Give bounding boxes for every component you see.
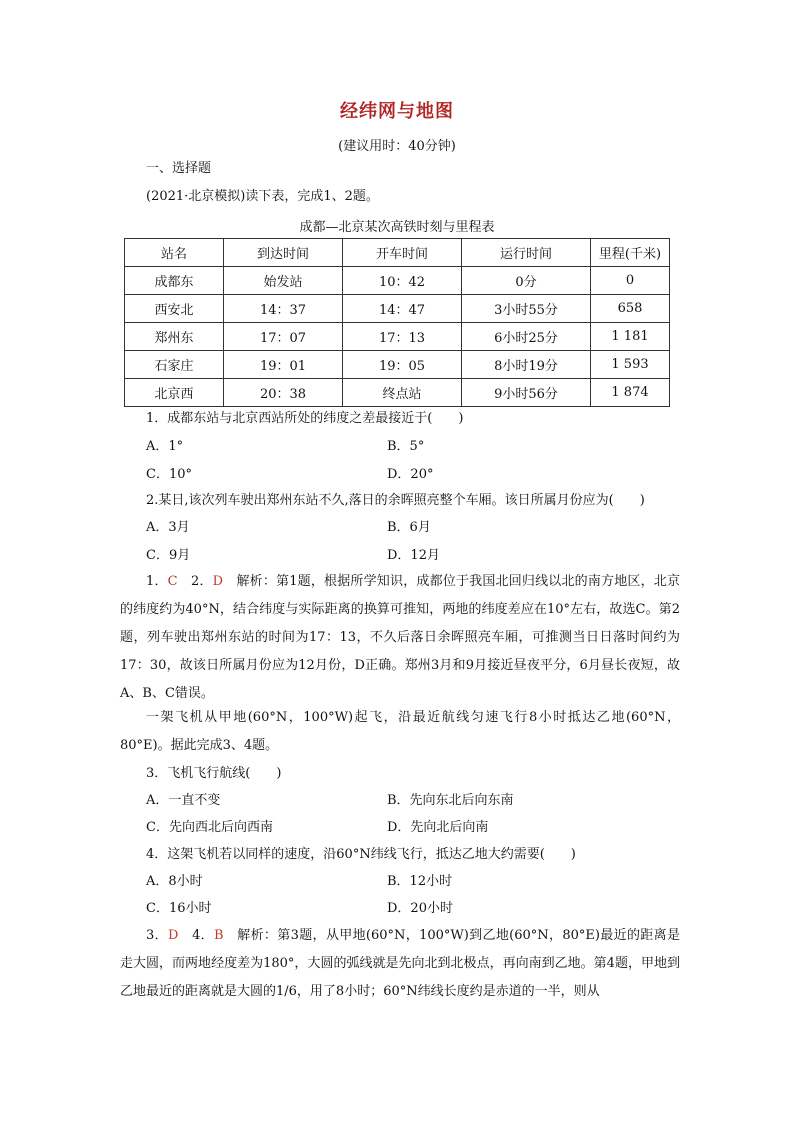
page-title: 经纬网与地图 (340, 101, 454, 122)
header-cell: 里程(千米) (591, 239, 670, 267)
table-header-row (125, 239, 670, 267)
answer-4-number: 4． (178, 928, 215, 943)
intro-q3-4: 一架飞机从甲地(60°N，100°W)起飞，沿最近航线匀速飞行8小时抵达乙地(60°N，80°E)。据此完成3、4题。 (120, 710, 680, 753)
table-cell: 6小时25分 (462, 323, 591, 351)
question-3-option-a: A．一直不变 (146, 793, 221, 808)
answer-1-2-explanation: 解析：第1题，根据所学知识，成都位于我国北回归线以北的南方地区，北京的纬度约为40°N，结合纬度与实际距离的换算可推知，两地的纬度差应在10°左右，故选C。第2题，列车驶出郑州东站的时间为17：13，不久后落日余晖照亮车厢，可推测当日日落时间约为17：30，故该日所属月份应为12月份，D正确。郑州3月和9月接近昼夜平分，6月昼长夜短，故A、B、C错误。 (120, 574, 680, 701)
table-cell: 658 (591, 295, 670, 323)
table-cell: 8小时19分 (462, 351, 591, 379)
question-3-option-d: D．先向北后向南 (387, 820, 489, 835)
table-row (125, 295, 670, 323)
table-cell: 20：38 (224, 379, 343, 407)
header-cell: 站名 (125, 239, 224, 267)
question-1-option-b: B．5° (387, 439, 425, 454)
answer-4-letter: B (214, 928, 224, 943)
answer-1-letter: C (167, 574, 178, 589)
answer-3-number: 3． (146, 928, 168, 943)
answer-3-letter: D (167, 928, 179, 943)
table-cell: 14：37 (224, 295, 343, 323)
section-heading: 一、选择题 (146, 161, 212, 176)
question-1-stem: 1．成都东站与北京西站所处的纬度之差最接近于( ) (146, 411, 464, 426)
table-cell: 成都东 (125, 267, 224, 295)
table-row (125, 351, 670, 379)
table-cell: 19：05 (343, 351, 462, 379)
answer-2-letter: D (212, 574, 224, 589)
question-2-option-c: C．9月 (146, 548, 191, 563)
table-cell: 10：42 (343, 267, 462, 295)
question-1-option-c: C．10° (146, 467, 192, 482)
question-3-stem: 3．飞机飞行航线( ) (146, 766, 282, 781)
answer-1-2-paragraph (120, 568, 680, 708)
table-cell: 始发站 (224, 267, 343, 295)
question-2-stem: 2.某日,该次列车驶出郑州东站不久,落日的余晖照亮整个车厢。该日所属月份应为( ) (146, 493, 645, 508)
table-cell: 石家庄 (125, 351, 224, 379)
question-3-option-b: B．先向东北后向东南 (387, 793, 514, 808)
header-cell: 运行时间 (462, 239, 591, 267)
answer-2-number: 2． (177, 574, 213, 589)
table-row (125, 267, 670, 295)
table-caption: 成都—北京某次高铁时刻与里程表 (299, 220, 495, 235)
table-cell: 0分 (462, 267, 591, 295)
suggested-time: (建议用时：40分钟) (338, 139, 456, 154)
table-cell: 郑州东 (125, 323, 224, 351)
table-cell: 终点站 (343, 379, 462, 407)
table-cell: 17：13 (343, 323, 462, 351)
header-cell: 到达时间 (224, 239, 343, 267)
intro-q1-2: (2021·北京模拟)读下表，完成1、2题。 (146, 189, 379, 204)
table-cell: 1 874 (591, 379, 670, 407)
question-4-option-c: C．16小时 (146, 901, 212, 916)
question-2-option-d: D．12月 (387, 548, 440, 563)
question-3-option-c: C．先向西北后向西南 (146, 820, 273, 835)
table-row (125, 323, 670, 351)
question-4-stem: 4．这架飞机若以同样的速度，沿60°N纬线飞行，抵达乙地大约需要( ) (146, 847, 576, 862)
table-cell: 0 (591, 267, 670, 295)
answer-1-number: 1． (146, 574, 168, 589)
answer-3-4-explanation: 解析：第3题，从甲地(60°N，100°W)到乙地(60°N，80°E)最近的距离是走大圆，而两地经度差为180°，大圆的弧线就是先向北到北极点，再向南到乙地。第4题，甲地到乙地最近的距离就是大圆的1/6，用了8小时；60°N纬线长度约是赤道的一半，则从 (120, 928, 680, 999)
table-cell: 北京西 (125, 379, 224, 407)
table-cell: 17：07 (224, 323, 343, 351)
question-1-option-d: D．20° (387, 467, 434, 482)
question-1-option-a: A．1° (146, 439, 184, 454)
header-cell: 开车时间 (343, 239, 462, 267)
question-4-option-d: D．20小时 (387, 901, 453, 916)
table-cell: 西安北 (125, 295, 224, 323)
table-cell: 1 593 (591, 351, 670, 379)
table-cell: 19：01 (224, 351, 343, 379)
table-row (125, 379, 670, 407)
train-schedule-table (124, 238, 670, 407)
table-cell: 3小时55分 (462, 295, 591, 323)
question-2-option-a: A．3月 (146, 520, 190, 535)
table-cell: 1 181 (591, 323, 670, 351)
question-4-option-b: B．12小时 (387, 874, 453, 889)
table-cell: 14：47 (343, 295, 462, 323)
table-cell: 9小时56分 (462, 379, 591, 407)
question-2-option-b: B．6月 (387, 520, 431, 535)
answer-3-4-paragraph (120, 922, 680, 1006)
question-4-option-a: A．8小时 (146, 874, 203, 889)
